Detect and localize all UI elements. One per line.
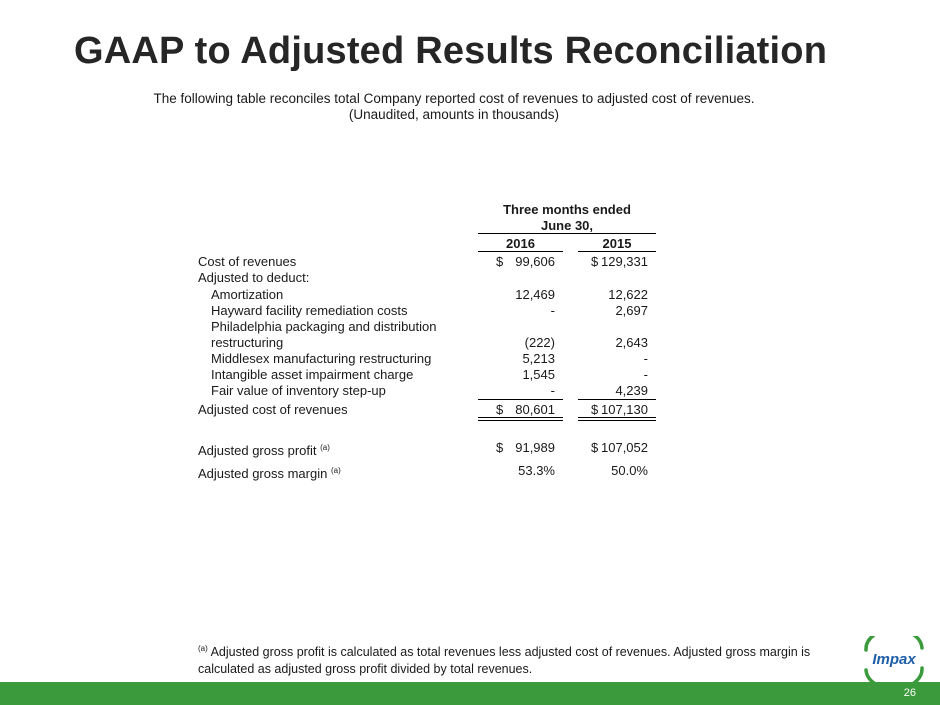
col-rule-2015 [578, 251, 656, 252]
col-rule-2016 [478, 251, 563, 252]
subtotal-rule-2015 [578, 399, 656, 400]
value-2015: - [643, 351, 648, 366]
value-2016: 1,545 [522, 367, 555, 382]
subtitle-description: The following table reconciles total Company reported cost of revenues to adjusted cost of revenues. [153, 91, 755, 106]
value-2016: 53.3% [518, 463, 555, 478]
row-label-continued: restructuring [211, 335, 284, 350]
total-double-rule-2016 [478, 417, 563, 421]
value-2015: 2,697 [615, 303, 648, 318]
period-header-line2: June 30, [540, 218, 594, 233]
currency-symbol: $ [496, 440, 504, 455]
value-2015: 12,622 [608, 287, 648, 302]
footnote-marker: (a) [198, 644, 208, 653]
table-row [0, 350, 940, 367]
page-title: GAAP to Adjusted Results Reconciliation [74, 30, 828, 72]
value-2016: 5,213 [522, 351, 555, 366]
currency-symbol: $ [591, 254, 599, 269]
value-2016: - [550, 383, 555, 398]
currency-symbol: $ [591, 440, 599, 455]
footnote-text: Adjusted gross profit is calculated as total revenues less adjusted cost of revenues. Adjusted gross margin is calculated as adjusted gross profit divided by total revenues. [198, 645, 811, 676]
row-label: Adjusted gross profit [198, 443, 317, 458]
col-header-2015: 2015 [602, 236, 632, 251]
currency-symbol: $ [496, 254, 504, 269]
value-2015: 129,331 [601, 254, 648, 269]
row-label: Middlesex manufacturing restructuring [211, 351, 432, 366]
table-row [0, 253, 940, 270]
value-2015: - [643, 367, 648, 382]
currency-symbol: $ [591, 402, 599, 417]
footnote-ref: (a) [320, 443, 330, 452]
table-row [0, 334, 940, 351]
row-label: Intangible asset impairment charge [211, 367, 414, 382]
currency-symbol: $ [496, 402, 504, 417]
table-row [0, 462, 940, 479]
row-label: Amortization [211, 287, 284, 302]
footnote-ref: (a) [330, 466, 341, 475]
value-2015: 4,239 [615, 383, 648, 398]
value-2016: (222) [524, 335, 555, 350]
table-row-total [0, 401, 940, 418]
value-2016: - [550, 303, 555, 318]
value-2016: 99,606 [515, 254, 555, 269]
row-label: Philadelphia packaging and distribution [211, 319, 437, 334]
footnote [198, 640, 818, 678]
page-number: 26 [903, 687, 916, 699]
logo-arc-bottom-icon [866, 668, 922, 682]
logo-arc-top-icon [866, 636, 922, 650]
footer-bar [0, 682, 940, 705]
value-2015: 2,643 [615, 335, 648, 350]
row-label: Adjusted gross margin [198, 466, 328, 481]
row-label: Adjusted to deduct: [198, 270, 310, 285]
col-header-2016: 2016 [506, 236, 535, 251]
logo-text: Impax [872, 651, 916, 668]
row-label: Fair value of inventory step-up [211, 383, 386, 398]
row-label: Cost of revenues [198, 254, 297, 269]
impax-logo [858, 636, 930, 682]
table-row [0, 269, 940, 286]
table-row-label-line1 [0, 318, 940, 335]
value-2016: 80,601 [515, 402, 555, 417]
header-rule [478, 233, 656, 234]
subtitle-units: (Unaudited, amounts in thousands) [348, 107, 560, 122]
row-label: Hayward facility remediation costs [211, 303, 408, 318]
value-2015: 107,130 [601, 402, 648, 417]
value-2015: 50.0% [611, 463, 648, 478]
table-row [0, 286, 940, 303]
value-2016: 91,989 [515, 440, 555, 455]
table-row [0, 366, 940, 383]
table-row [0, 382, 940, 399]
row-label: Adjusted cost of revenues [198, 402, 348, 417]
period-header-line1: Three months ended [503, 202, 631, 217]
value-2016: 12,469 [515, 287, 555, 302]
total-double-rule-2015 [578, 417, 656, 421]
table-row [0, 439, 940, 456]
value-2015: 107,052 [601, 440, 648, 455]
table-row [0, 302, 940, 319]
subtotal-rule-2016 [478, 399, 563, 400]
